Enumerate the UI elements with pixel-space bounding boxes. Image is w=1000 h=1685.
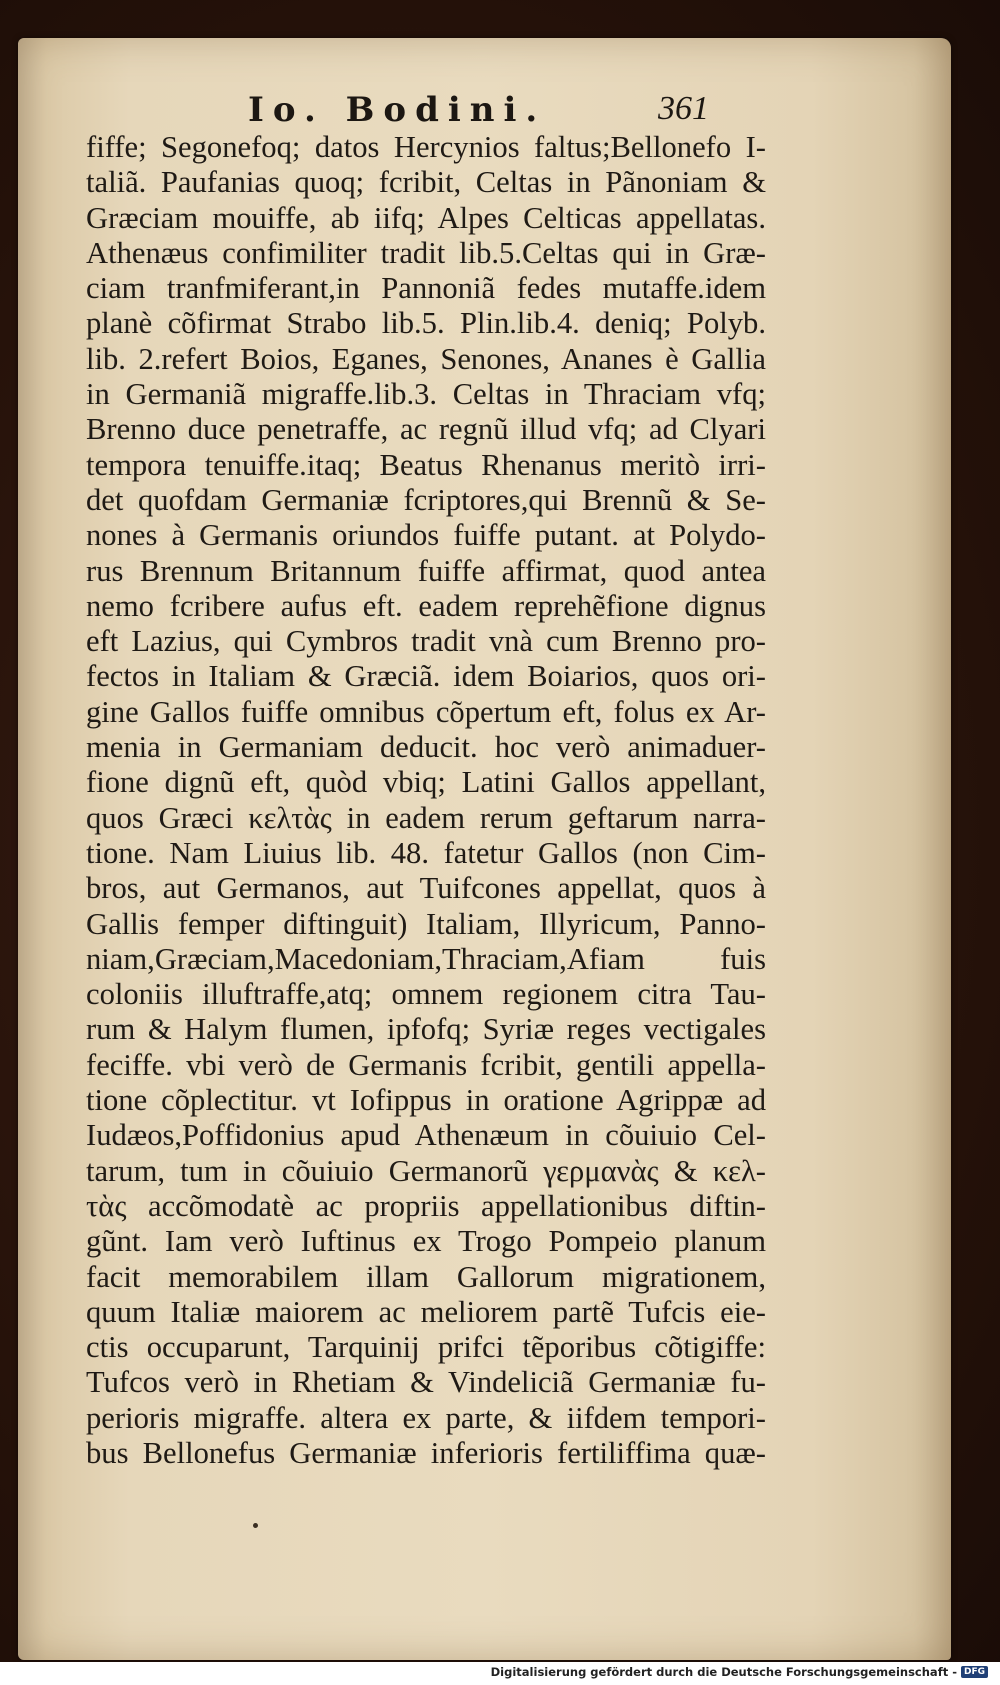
text-line: fione dignũ eft, quòd vbiq; Latini Gallos appellant, xyxy=(86,765,766,800)
text-line: det quofdam Germaniæ fcriptores,qui Brennũ & Se- xyxy=(86,482,766,517)
text-line: fiffe; Segonefoq; datos Hercynios faltus;Bellonefo I- xyxy=(86,130,766,164)
text-line: tempora tenuiffe.itaq; Beatus Rhenanus meritò irri- xyxy=(86,447,766,482)
text-line: quum Italiæ maiorem ac meliorem partẽ Tufcis eie- xyxy=(86,1294,766,1329)
text-line: lib. 2.refert Boios, Eganes, Senones, Ananes è Gallia xyxy=(86,341,766,376)
text-line: menia in Germaniam deducit. hoc verò animaduer- xyxy=(86,730,766,765)
text-line: niam,Græciam,Macedoniam,Thraciam,Afiam fuis xyxy=(86,941,766,976)
text-line: tione. Nam Liuius lib. 48. fatetur Gallos (non Cim- xyxy=(86,835,766,870)
text-line: nones à Germanis oriundos fuiffe putant. at Polydo- xyxy=(86,518,766,553)
footer-credit xyxy=(491,1665,988,1679)
text-line: Tufcos verò in Rhetiam & Vindeliciã Germaniæ fu- xyxy=(86,1365,766,1400)
text-line: tarum, tum in cõuiuio Germanorũ γερμανὰς & κελ- xyxy=(86,1153,766,1188)
text-line: rus Brennum Britannum fuiffe affirmat, quod antea xyxy=(86,553,766,588)
text-line: Brenno duce penetraffe, ac regnũ illud vfq; ad Clyari xyxy=(86,412,766,447)
text-line: feciffe. vbi verò de Germanis fcribit, gentili appella- xyxy=(86,1047,766,1082)
page-number: 361 xyxy=(658,90,709,127)
text-line: Græciam mouiffe, ab iifq; Alpes Celticas appellatas. xyxy=(86,200,766,235)
text-line: fectos in Italiam & Græciã. idem Boiarios, quos ori- xyxy=(86,659,766,694)
text-line: ciam tranfmiferant,in Pannoniã fedes mutaffe.idem xyxy=(86,271,766,306)
text-line: gine Gallos fuiffe omnibus cõpertum eft, folus ex Ar- xyxy=(86,694,766,729)
text-line: bus Bellonefus Germaniæ inferioris fertiliffima quæ- xyxy=(86,1435,766,1470)
text-line: eft Lazius, qui Cymbros tradit vnà cum Brenno pro- xyxy=(86,624,766,659)
text-line: τὰς accõmodatè ac propriis appellationibus diftin- xyxy=(86,1188,766,1223)
text-line: Gallis femper diftinguit) Italiam, Illyricum, Panno- xyxy=(86,906,766,941)
running-head: Io. Bodini. xyxy=(248,90,547,130)
text-line: ctis occuparunt, Tarquinij prifci tẽporibus cõtigiffe: xyxy=(86,1330,766,1365)
text-line: perioris migraffe. altera ex parte, & iifdem tempori- xyxy=(86,1400,766,1435)
text-line: taliã. Paufanias quoq; fcribit, Celtas in Pãnoniam & xyxy=(86,165,766,200)
ink-speck xyxy=(253,1523,258,1528)
text-line: quos Græci κελτὰς in eadem rerum geftarum narra- xyxy=(86,800,766,835)
text-line: rum & Halym flumen, ipfofq; Syriæ reges vectigales xyxy=(86,1012,766,1047)
dfg-logo: DFG xyxy=(961,1666,988,1678)
text-line: planè cõfirmat Strabo lib.5. Plin.lib.4. deniq; Polyb. xyxy=(86,306,766,341)
body-text xyxy=(86,130,766,1471)
footer-credit-text: Digitalisierung gefördert durch die Deutsche Forschungsgemeinschaft - xyxy=(490,1665,957,1679)
text-line: facit memorabilem illam Gallorum migrationem, xyxy=(86,1259,766,1294)
text-line: gũnt. Iam verò Iuftinus ex Trogo Pompeio planum xyxy=(86,1224,766,1259)
text-line: Iudæos,Poffidonius apud Athenæum in cõuiuio Cel- xyxy=(86,1118,766,1153)
book-page xyxy=(18,38,951,1660)
text-line: coloniis illuftraffe,atq; omnem regionem citra Tau- xyxy=(86,977,766,1012)
text-line: bros, aut Germanos, aut Tuifcones appellat, quos à xyxy=(86,871,766,906)
text-line: in Germaniã migraffe.lib.3. Celtas in Thraciam vfq; xyxy=(86,377,766,412)
text-line: tione cõplectitur. vt Iofippus in oratione Agrippæ ad xyxy=(86,1083,766,1118)
digitization-footer xyxy=(0,1662,1000,1685)
text-line: Athenæus confimiliter tradit lib.5.Celtas qui in Græ- xyxy=(86,235,766,270)
text-line: nemo fcribere aufus eft. eadem reprehẽfione dignus xyxy=(86,588,766,623)
